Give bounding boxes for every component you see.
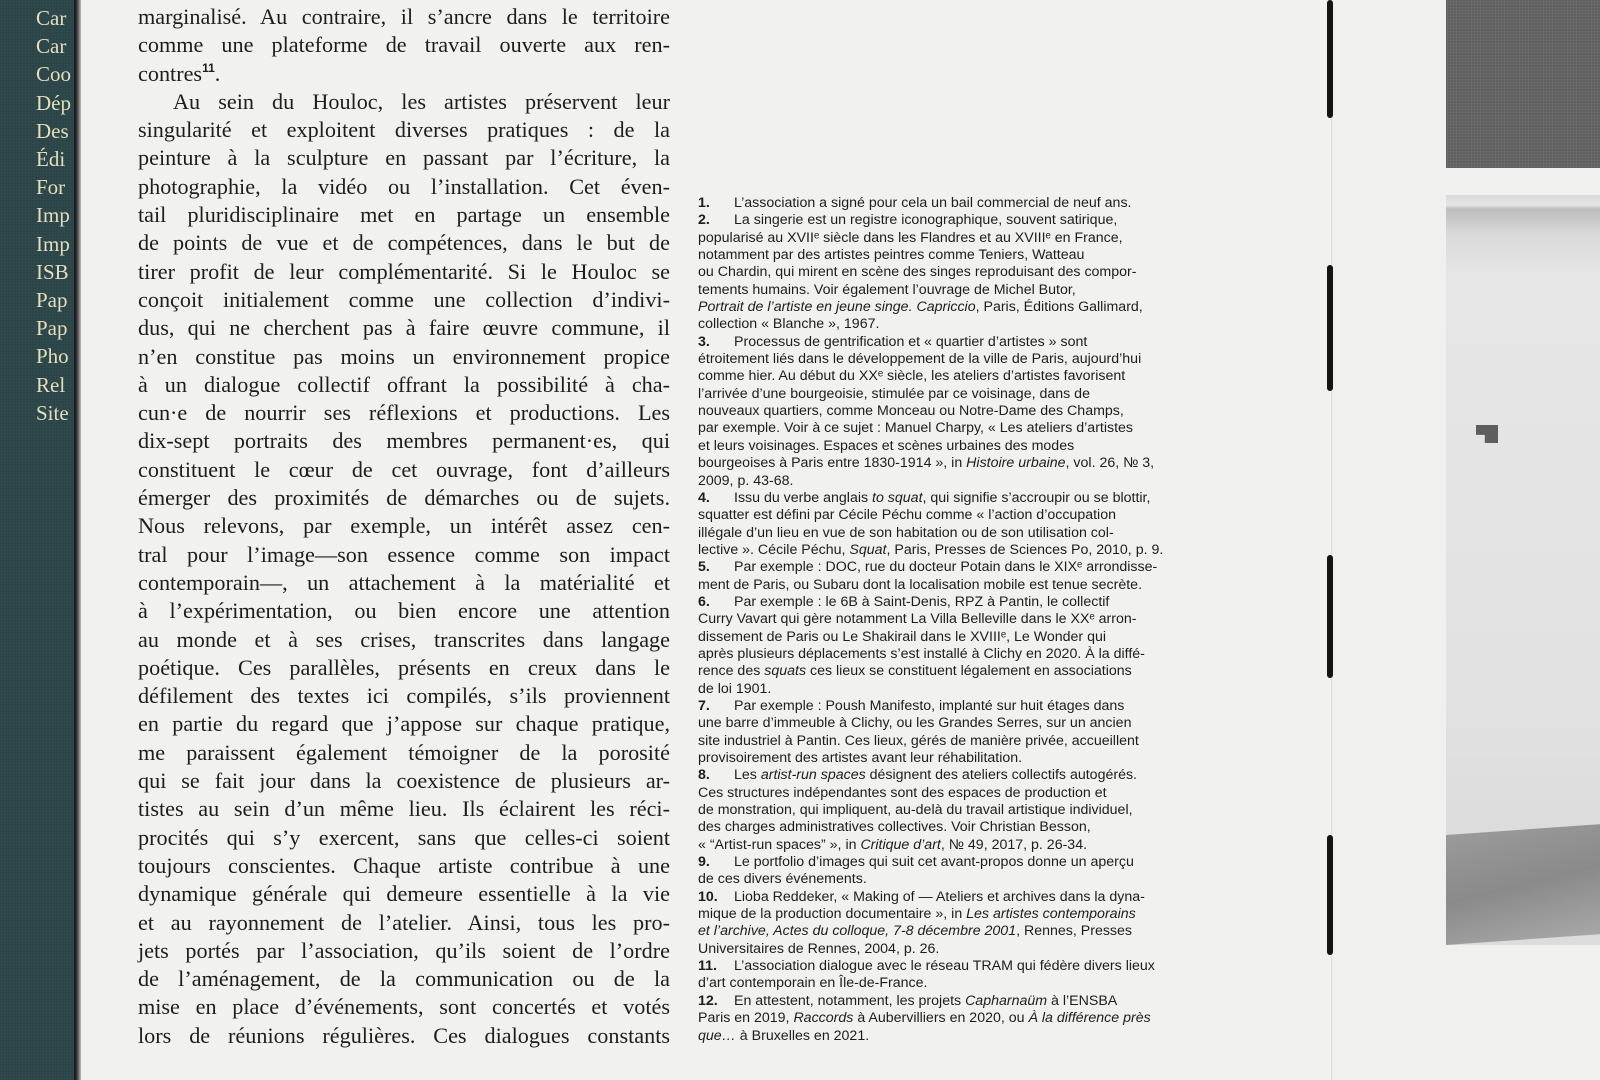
body-line: tral pour l’image—son essence comme son impact: [138, 541, 670, 567]
body-line: dynamique générale qui demeure essentielle à la vie: [138, 881, 670, 907]
footnote-text: et leurs voisinages. Espaces et scènes urbaines des modes: [698, 437, 1075, 454]
dark-wall-photo: [1446, 0, 1600, 168]
footnote-number: 6.: [698, 593, 710, 610]
footnote-text: par exemple. Voir à ce sujet : Manuel Charpy, « Les ateliers d’artistes: [698, 420, 1134, 437]
footnote-text: nouveaux quartiers, comme Monceau ou Notre-Dame des Champs,: [698, 403, 1124, 420]
footnote-text: La singerie est un registre iconographique, souvent satirique,: [734, 212, 1118, 229]
colophon-item: Car: [36, 6, 67, 30]
body-line: tirer profit de leur complémentarité. Si le Houloc se: [138, 258, 670, 284]
main-body-text: [138, 3, 670, 1050]
footnote-4: [698, 490, 1238, 559]
body-line: défilement des textes ici compilés, s’ils proviennent: [138, 683, 670, 709]
footnote-number: 11.: [698, 958, 717, 975]
body-line: comme une plateforme de travail ouverte aux ren-: [138, 32, 670, 58]
body-line: cun·e de nourrir ses réflexions et productions. Les: [138, 400, 670, 426]
body-line: toujours conscientes. Chaque artiste contribue à une: [138, 852, 670, 878]
colophon-item: ISB: [36, 259, 69, 284]
footnote-number: 7.: [698, 697, 710, 714]
footnote-7: [698, 698, 1238, 767]
body-line: Nous relevons, par exemple, un intérêt assez cen-: [138, 513, 670, 539]
footnote-text: Portrait de l’artiste en jeune singe. Capriccio, Paris, Éditions Gallimard,: [698, 299, 1143, 316]
body-line: Au sein du Houloc, les artistes préservent leur: [173, 88, 670, 114]
footnote-12: [698, 993, 1238, 1045]
body-line: singularité et exploitent diverses pratiques : de la: [138, 117, 670, 143]
footnote-text: En attestent, notamment, les projets Capharnaüm à l’ENSBA: [734, 992, 1118, 1009]
body-line: me paraissent également témoigner de la porosité: [138, 739, 670, 765]
small-artwork-on-wall: [1476, 425, 1498, 443]
body-line: photographie, la vidéo ou l’installation. Cet éven-: [138, 173, 670, 199]
colophon-item: Pap: [36, 288, 68, 313]
footnote-text: « “Artist-run spaces” », in Critique d’art, № 49, 2017, p. 26-34.: [698, 836, 1088, 853]
body-line: et au rayonnement de l’atelier. Ainsi, tous les pro-: [138, 909, 670, 935]
body-line: constituent le cœur de cet ouvrage, font d’ailleurs: [138, 456, 670, 482]
footnote-text: de ces divers événements.: [698, 871, 867, 888]
footnote-text: des charges administratives collectives. Voir Christian Besson,: [698, 819, 1091, 836]
footnote-text: étroitement liés dans le développement de la ville de Paris, aujourd’hui: [698, 351, 1142, 368]
footnote-text: Lioba Reddeker, « Making of — Ateliers et archives dans la dyna-: [734, 888, 1145, 905]
body-line: à un dialogue collectif offrant la possibilité à cha-: [138, 371, 670, 397]
body-line: mise en place d’événements, sont concertés et votés: [138, 994, 670, 1020]
body-line: tistes au sein d’un même lieu. Ils éclairent les réci-: [138, 796, 670, 822]
colophon-item: Pho: [36, 344, 69, 369]
body-line: dix-sept portraits des membres permanent·es, qui: [138, 428, 670, 454]
footnote-number: 3.: [698, 333, 710, 350]
colophon-item: Coo: [36, 62, 72, 87]
colophon-item: Pap: [36, 316, 68, 341]
footnote-5: [698, 559, 1238, 594]
footnote-text: L’association dialogue avec le réseau TRAM qui fédère divers lieux: [734, 958, 1155, 975]
body-line: qui se fait jour dans la coexistence de plusieurs ar-: [138, 768, 670, 794]
body-line: dus, qui ne cherchent pas à faire œuvre commune, il: [138, 315, 670, 341]
footnote-text: Paris en 2019, Raccords à Aubervilliers en 2020, ou À la différence près: [698, 1010, 1151, 1027]
footnote-number: 5.: [698, 559, 710, 576]
footnote-text: l’arrivée d’une bourgeoisie, stimulée par ce voisinage, dans de: [698, 385, 1090, 402]
footnote-1: [698, 195, 1238, 212]
footnote-number: 2.: [698, 212, 710, 229]
footnote-text: Les artist-run spaces désignent des ateliers collectifs autogérés.: [734, 767, 1137, 784]
body-line: poétique. Ces parallèles, présents en creux dans le: [138, 654, 670, 680]
footnote-text: une barre d’immeuble à Clichy, ou les Grandes Serres, sur un ancien: [698, 715, 1132, 732]
footnote-number: 9.: [698, 854, 710, 871]
footnote-text: comme hier. Au début du XXᵉ siècle, les ateliers d’artistes favorisent: [698, 368, 1126, 385]
concrete-floor: [1446, 824, 1600, 945]
body-line: lors de réunions régulières. Ces dialogues constants: [138, 1022, 670, 1048]
footnote-number: 12.: [698, 992, 718, 1009]
footnote-6: [698, 594, 1238, 698]
footnote-text: d’art contemporain en Île-de-France.: [698, 975, 928, 992]
footnote-text: bourgeoises à Paris entre 1830-1914 », in Histoire urbaine, vol. 26, № 3,: [698, 455, 1155, 472]
body-line: émerger des proximités de démarches ou de sujets.: [138, 485, 670, 511]
body-line: jets portés par l’association, qu’ils soient de l’ordre: [138, 937, 670, 963]
colophon-item: Rel: [36, 372, 66, 397]
body-line: contemporain—, un attachement à la matérialité et: [138, 569, 670, 595]
footnote-text: et l’archive, Actes du colloque, 7-8 décembre 2001, Rennes, Presses: [698, 923, 1133, 940]
footnote-8: [698, 767, 1238, 854]
body-line: conçoit initialement comme une collection d’indivi-: [138, 286, 670, 312]
footnote-number: 4.: [698, 489, 710, 506]
gallery-room-photo: [1446, 195, 1600, 945]
cover-edge: [74, 0, 81, 1080]
footnote-reference[interactable]: 11: [202, 60, 215, 75]
body-line: de l’aménagement, de la communication ou de la: [138, 966, 670, 992]
body-line: de points de vue et de compétences, dans le but de: [138, 230, 670, 256]
colophon-item: Car: [36, 34, 67, 59]
colophon-item: For: [36, 175, 66, 200]
footnote-number: 1.: [698, 195, 710, 211]
footnote-number: 8.: [698, 767, 710, 784]
footnote-text: Issu du verbe anglais to squat, qui signifie s’accroupir ou se blottir,: [734, 489, 1151, 506]
body-line: en partie du regard que j’appose sur chaque pratique,: [138, 711, 670, 737]
colophon-item: Édi: [36, 147, 66, 172]
body-line: peinture à la sculpture en passant par l’écriture, la: [138, 145, 670, 171]
footnote-text: provisoirement des artistes avant leur réhabilitation.: [698, 750, 1023, 766]
body-line: procités qui s’y exercent, sans que celles-ci soient: [138, 824, 670, 850]
colophon-item: Imp: [36, 203, 70, 228]
footnote-text: Ces structures indépendantes sont des espaces de production et: [698, 784, 1107, 801]
footnote-text: rence des squats ces lieux se constituent légalement en associations: [698, 663, 1132, 680]
footnote-text: Par exemple : le 6B à Saint-Denis, RPZ à Pantin, le collectif: [734, 593, 1110, 610]
footnotes-list: [698, 195, 1238, 1045]
cover-colophon-list: [36, 4, 71, 427]
footnote-9: [698, 854, 1238, 889]
body-line: marginalisé. Au contraire, il s’ancre dans le territoire: [138, 4, 670, 29]
footnote-text: L’association a signé pour cela un bail commercial de neuf ans.: [734, 195, 1132, 211]
footnote-2: [698, 212, 1238, 333]
left-page: [81, 0, 1331, 1080]
colophon-item: Des: [36, 118, 69, 143]
footnote-text: popularisé au XVIIᵉ siècle dans les Flandres et au XVIIIᵉ en France,: [698, 229, 1123, 246]
footnote-text: site industriel à Pantin. Ces lieux, gérés de manière privée, accueillent: [698, 732, 1139, 749]
footnote-text: Par exemple : DOC, rue du docteur Potain dans le XIXᵉ arrondisse-: [734, 559, 1158, 576]
body-line: au monde et à ses crises, transcrites dans langage: [138, 626, 670, 652]
footnote-text: Universitaires de Rennes, 2004, p. 26.: [698, 940, 940, 957]
footnote-3: [698, 334, 1238, 490]
footnote-text: lective ». Cécile Péchu, Squat, Paris, Presses de Sciences Po, 2010, p. 9.: [698, 541, 1164, 558]
footnote-text: 2009, p. 43-68.: [698, 472, 794, 489]
book-cover: [0, 0, 78, 1080]
footnote-text: après plusieurs déplacements s’est installé à Clichy en 2020. À la diffé-: [698, 645, 1145, 662]
footnote-10: [698, 889, 1238, 958]
body-line: contres$^{11}$.: [138, 60, 221, 86]
right-page: [1333, 0, 1600, 1080]
footnote-text: Processus de gentrification et « quartier d’artistes » sont: [734, 333, 1088, 350]
colophon-item: Imp: [36, 231, 70, 256]
footnote-text: ment de Paris, ou Subaru dont la localisation mobile est tenue secrète.: [698, 576, 1143, 593]
footnote-text: de loi 1901.: [698, 680, 772, 697]
footnote-text: Curry Vavart qui gère notamment La Villa Belleville dans le XXᵉ arron-: [698, 611, 1137, 628]
footnote-text: Par exemple : Poush Manifesto, implanté sur huit étages dans: [734, 697, 1125, 714]
footnote-text: collection « Blanche », 1967.: [698, 316, 880, 333]
body-line: n’en constitue pas moins un environnement propice: [138, 343, 670, 369]
footnote-text: mique de la production documentaire », in Les artistes contemporains: [698, 906, 1136, 923]
footnote-text: tements humains. Voir également l’ouvrage de Michel Butor,: [698, 281, 1076, 298]
footnote-text: dissement de Paris ou Le Shakirail dans le XVIIIᵉ, Le Wonder qui: [698, 628, 1107, 645]
footnote-text: de monstration, qui impliquent, au-delà du travail artistique individuel,: [698, 802, 1133, 819]
footnote-text: notamment par des artistes peintres comme Teniers, Watteau: [698, 247, 1085, 264]
footnote-text: illégale d’un lieu en vue de son habitation ou de son utilisation col-: [698, 524, 1114, 541]
footnote-text: que… à Bruxelles en 2021.: [698, 1027, 870, 1044]
colophon-item: Site: [36, 400, 69, 425]
body-line: tail pluridisciplinaire met en partage un ensemble: [138, 202, 670, 228]
footnote-text: squatter est défini par Cécile Péchu comme « l’action d’occupation: [698, 507, 1116, 524]
footnote-text: Le portfolio d’images qui suit cet avant-propos donne un aperçu: [734, 854, 1134, 871]
footnote-11: [698, 958, 1238, 993]
footnote-number: 10.: [698, 888, 718, 905]
colophon-item: Dép: [36, 90, 71, 115]
footnote-text: ou Chardin, qui mirent en scène des singes reproduisant des compor-: [698, 264, 1137, 281]
body-line: à l’expérimentation, ou bien encore une attention: [138, 598, 670, 624]
